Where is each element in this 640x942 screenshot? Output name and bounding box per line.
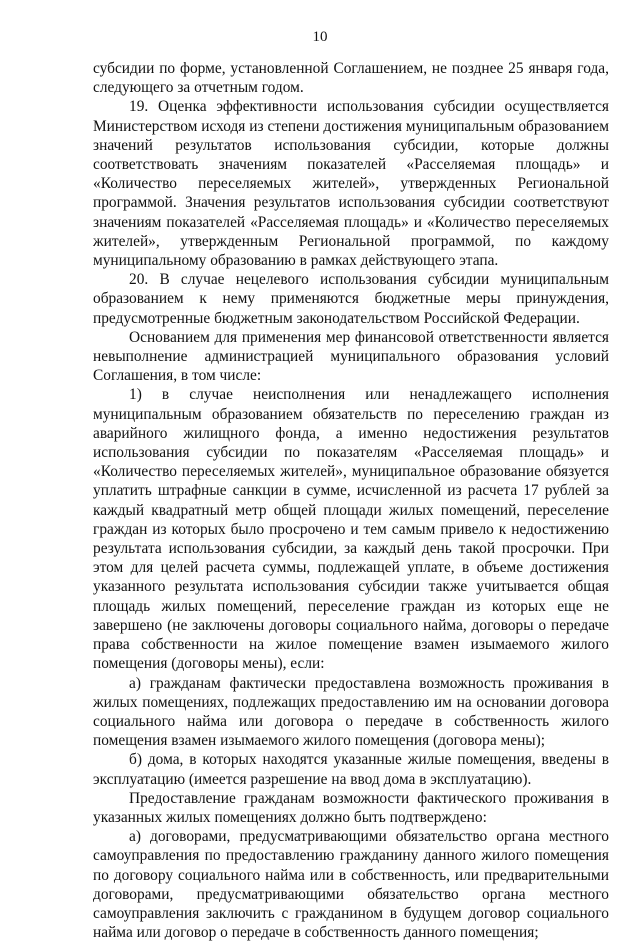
- document-body: [93, 59, 609, 942]
- paragraph-liability-basis: Основанием для применения мер финансовой ответственности является невыполнение администрацией муниципального образования условий Соглашения, в том числе:: [93, 328, 609, 385]
- page-number: 10: [312, 29, 328, 45]
- paragraph-continuation: субсидии по форме, установленной Соглашением, не позднее 25 января года, следующего за отчетным годом.: [93, 60, 609, 97]
- paragraph-confirmation-a: а) договорами, предусматривающими обязательство органа местного самоуправления по предоставлению гражданину данного жилого помещения по договору социального найма или в собственность, или предварительными договорами, предусматривающими обязательство органа местного самоуправления заключить с гражданином в будущем договор социального найма или договор о передаче в собственность данного помещения;: [93, 828, 609, 942]
- paragraph-subitem-b: б) дома, в которых находятся указанные жилые помещения, введены в эксплуатацию (имеется разрешение на ввод дома в эксплуатацию).: [93, 751, 609, 788]
- paragraph-subitem-a: а) гражданам фактически предоставлена возможность проживания в жилых помещениях, подлежащих предоставлению им на основании договора социального найма или договора о передаче в собственность жилого помещения взамен изымаемого жилого помещения (договора мены);: [93, 674, 609, 750]
- paragraph-confirmation: Предоставление гражданам возможности фактического проживания в указанных жилых помещениях должно быть подтверждено:: [93, 789, 609, 826]
- paragraph-clause-19: 19. Оценка эффективности использования субсидии осуществляется Министерством исходя из степени достижения муниципальным образованием значений результатов использования субсидии, которые должны соответствовать значениям показателей «Расселяемая площадь» и «Количество переселяемых жителей», утвержденных Региональной программой. Значения результатов использования субсидии соответствуют значениям показателей «Расселяемая площадь» и «Количество переселяемых жителей», утвержденным Региональной программой, по каждому муниципальному образованию в рамках действующего этапа.: [93, 98, 609, 270]
- paragraph-clause-20: 20. В случае нецелевого использования субсидии муниципальным образованием к нему применяются бюджетные меры принуждения, предусмотренные бюджетным законодательством Российской Федерации.: [93, 271, 609, 327]
- paragraph-item-1: 1) в случае неисполнения или ненадлежащего исполнения муниципальным образованием обязательств по переселению граждан из аварийного жилищного фонда, а именно недостижения результатов использования субсидии по показателям «Расселяемая площадь» и «Количество переселяемых жителей», муниципальное образование обязуется уплатить штрафные санкции в сумме, исчисленной из расчета 17 рублей за каждый квадратный метр общей площади жилых помещений, переселение граждан из которых было просрочено и тем самым привело к недостижению результата использования субсидии, за каждый день такой просрочки. При этом для целей расчета суммы, подлежащей уплате, в объеме достижения указанного результата использования субсидии также учитывается общая площадь жилых помещений, переселение граждан из которых еще не завершено (не заключены договоры социального найма, договоры о передаче права собственности на жилое помещение взамен изымаемого жилого помещения (договоры мены), если:: [93, 386, 609, 673]
